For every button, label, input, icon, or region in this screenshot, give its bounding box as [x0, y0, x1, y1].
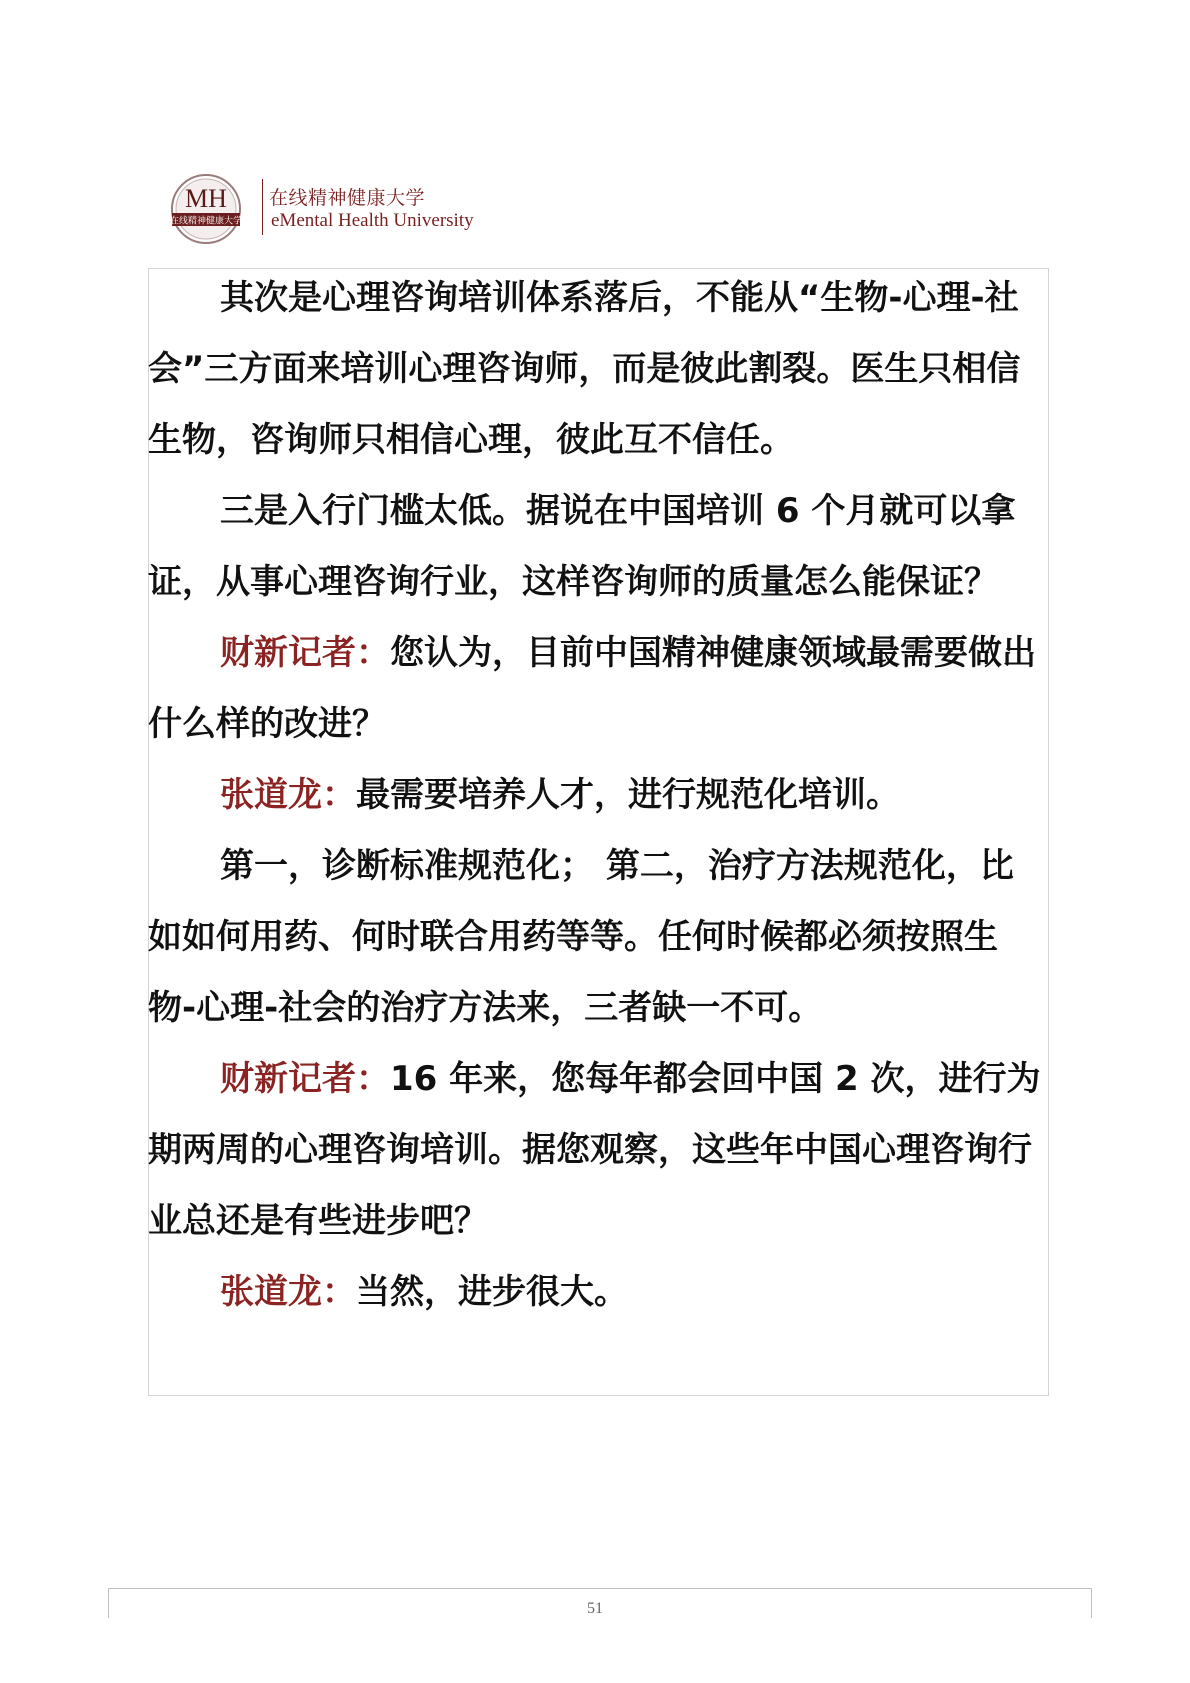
paragraph-text: 第一，诊断标准规范化； 第二，治疗方法规范化，比如如何用药、何时联合用药等等。任何时候都必须按照生物-心理-社会的治疗方法来，三者缺一不可。	[148, 846, 1014, 1028]
seal-ribbon-text: 在线精神健康大学	[170, 216, 242, 227]
paragraph-text: 最需要培养人才，进行规范化培训。	[356, 775, 900, 815]
paragraph-text: 16 年来，您每年都会回中国 2 次，进行为期两周的心理咨询培训。据您观察，这些年中国心理咨询行业总还是有些进步吧？	[148, 1059, 1041, 1241]
speaker-label: 张道龙：	[220, 1272, 356, 1312]
paragraph-1	[148, 263, 1043, 476]
header-logo	[170, 173, 510, 245]
header-divider	[262, 179, 263, 235]
paragraph-text: 其次是心理咨询培训体系落后，不能从“生物-心理-社会”三方面来培训心理咨询师，而是彼此割裂。医生只相信生物，咨询师只相信心理，彼此互不信任。	[148, 278, 1021, 460]
speaker-label: 财新记者：	[220, 1059, 390, 1099]
university-seal-icon	[170, 173, 242, 245]
speaker-label: 张道龙：	[220, 775, 356, 815]
paragraph-7	[148, 1257, 1043, 1328]
speaker-label: 财新记者：	[220, 633, 390, 673]
paragraph-2	[148, 476, 1043, 618]
paragraph-text: 当然，进步很大。	[356, 1272, 628, 1312]
paragraph-text: 三是入行门槛太低。据说在中国培训 6 个月就可以拿证，从事心理咨询行业，这样咨询师的质量怎么能保证？	[148, 491, 1016, 602]
seal-letters: MH	[185, 184, 227, 213]
footer-rule	[108, 1588, 1092, 1589]
paragraph-3	[148, 618, 1043, 760]
interview-body	[148, 263, 1043, 1328]
university-name-cn: 在线精神健康大学	[269, 187, 426, 209]
paragraph-text: 您认为，目前中国精神健康领域最需要做出什么样的改进？	[148, 633, 1036, 744]
paragraph-6	[148, 1044, 1043, 1257]
paragraph-4	[148, 760, 1043, 831]
university-name-en: eMental Health University	[271, 210, 474, 231]
page-number: 51	[587, 1600, 603, 1617]
paragraph-5	[148, 831, 1043, 1044]
